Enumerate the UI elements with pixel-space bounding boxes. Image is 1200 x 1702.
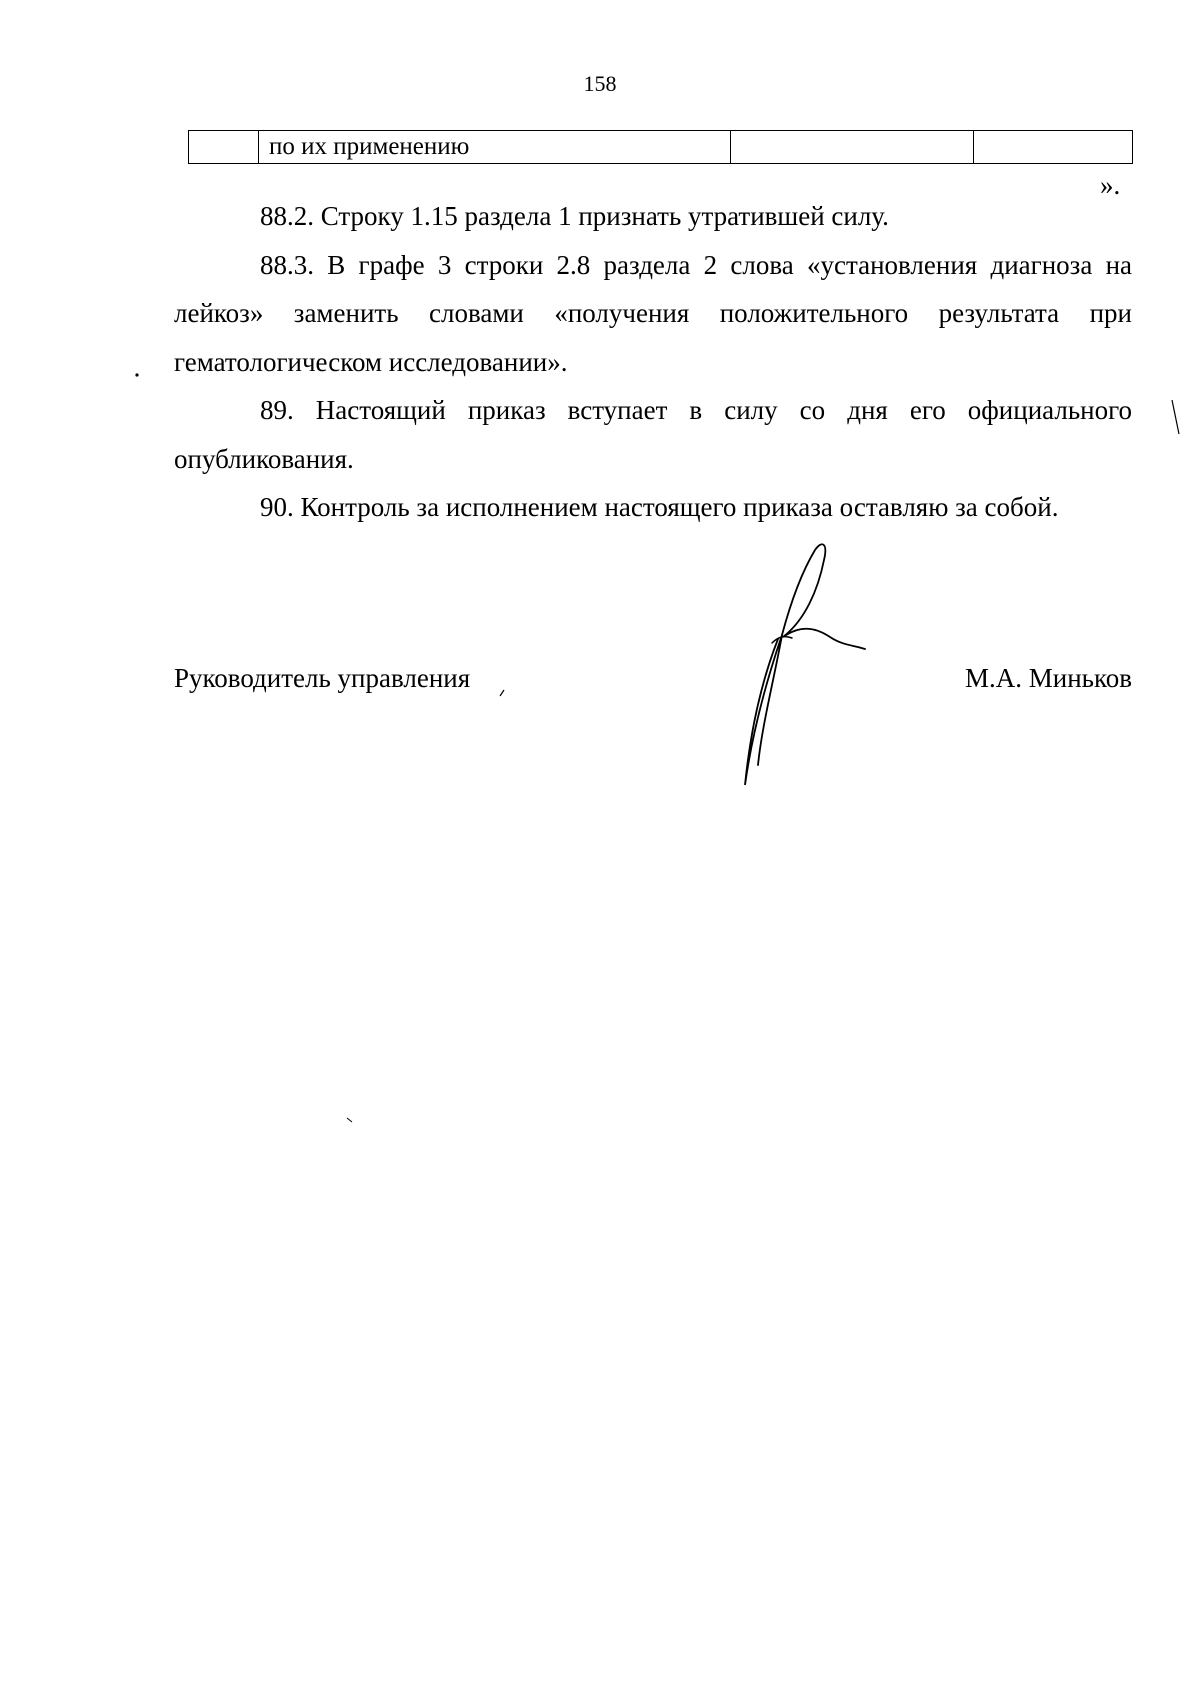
paragraph-89: 89. Настоящий приказ вступает в силу со дня его официального опубликования. bbox=[174, 395, 1132, 474]
table-cell: по их применению bbox=[259, 131, 731, 164]
paragraph-90: 90. Контроль за исполнением настоящего приказа оставляю за собой. bbox=[260, 492, 1059, 522]
scan-speck bbox=[1170, 398, 1182, 438]
signatory-name: М.А. Миньков bbox=[965, 663, 1132, 693]
document-body bbox=[174, 192, 1132, 532]
table-cell bbox=[189, 131, 259, 164]
paragraph-88-2: 88.2. Строку 1.15 раздела 1 признать утратившей силу. bbox=[260, 201, 889, 231]
table-cell bbox=[731, 131, 974, 164]
scan-speck bbox=[498, 688, 506, 698]
continuation-table bbox=[188, 130, 1133, 164]
closing-quote: ». bbox=[1100, 170, 1121, 200]
paragraph-88-3: 88.3. В графе 3 строки 2.8 раздела 2 слова «установления диагноза на лейкоз» заменить словами «получения положительного результата при гематологическом исследовании». bbox=[174, 249, 1132, 377]
signature-block bbox=[174, 660, 1132, 700]
table-row bbox=[189, 131, 1133, 164]
signatory-role: Руководитель управления bbox=[174, 663, 471, 693]
scan-speck bbox=[134, 372, 140, 378]
page-number: 158 bbox=[583, 71, 617, 96]
table-cell bbox=[974, 131, 1133, 164]
scan-speck bbox=[346, 1117, 354, 1125]
handwritten-signature bbox=[720, 535, 880, 795]
